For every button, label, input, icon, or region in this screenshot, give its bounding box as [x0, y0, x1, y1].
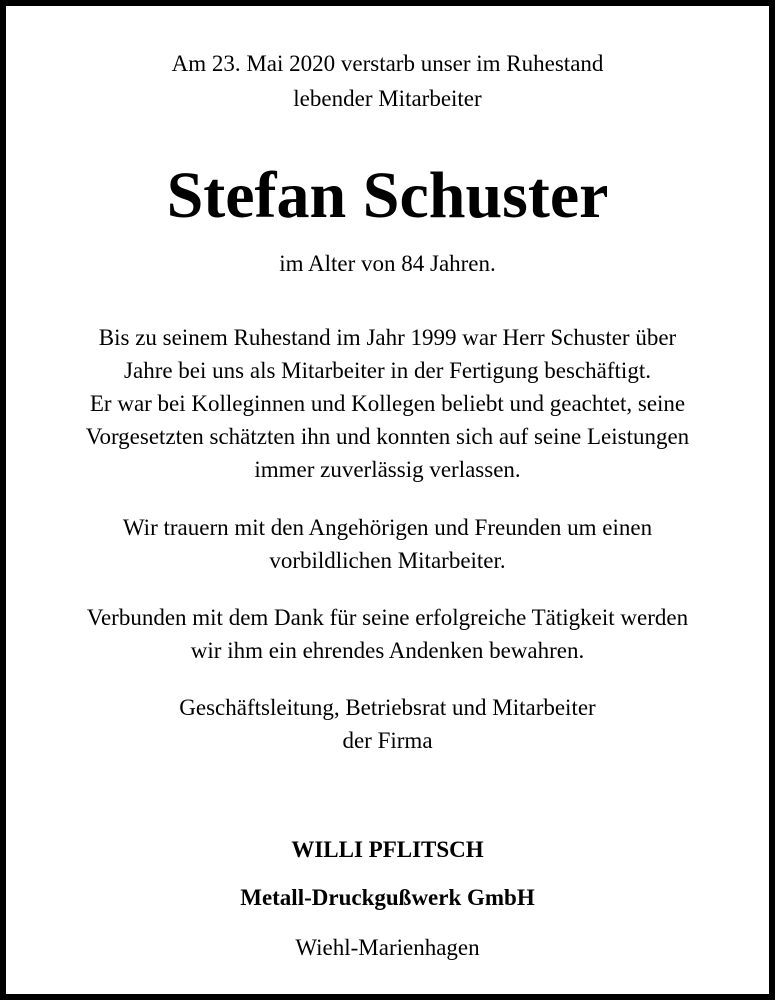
signature-line-2: der Firma	[342, 728, 433, 753]
age-line: im Alter von 84 Jahren.	[279, 251, 496, 276]
signature-line-1: Geschäftsleitung, Betriebsrat und Mitarbeiter	[179, 695, 596, 720]
paragraph-1-line-1: Bis zu seinem Ruhestand im Jahr 1999 war Herr Schuster über	[98, 325, 677, 350]
paragraph-1-line-2: Jahre bei uns als Mitarbeiter in der Fertigung beschäftigt.	[124, 358, 651, 383]
paragraph-2-line-2: vorbildlichen Mitarbeiter.	[269, 548, 506, 573]
paragraph-1-line-5: immer zuverlässig verlassen.	[254, 457, 521, 482]
intro-line-1: Am 23. Mai 2020 verstarb unser im Ruhestand	[171, 51, 604, 76]
intro-line-2: lebender Mitarbeiter	[293, 86, 482, 111]
paragraph-1-line-4: Vorgesetzten schätzten ihn und konnten sich auf seine Leistungen	[85, 424, 690, 449]
company-name: WILLI PFLITSCH	[291, 837, 484, 862]
obituary-content	[36, 6, 739, 994]
paragraph-2-line-1: Wir trauern mit den Angehörigen und Freunden um einen	[122, 515, 653, 540]
deceased-name: Stefan Schuster	[166, 159, 609, 232]
company-location: Wiehl-Marienhagen	[295, 935, 480, 960]
paragraph-1-line-3: Er war bei Kolleginnen und Kollegen beliebt und geachtet, seine	[89, 391, 686, 416]
paragraph-3-line-2: wir ihm ein ehrendes Andenken bewahren.	[190, 638, 585, 663]
paragraph-3-line-1: Verbunden mit dem Dank für seine erfolgreiche Tätigkeit werden	[86, 605, 689, 630]
company-type: Metall-Druckgußwerk GmbH	[240, 885, 535, 910]
